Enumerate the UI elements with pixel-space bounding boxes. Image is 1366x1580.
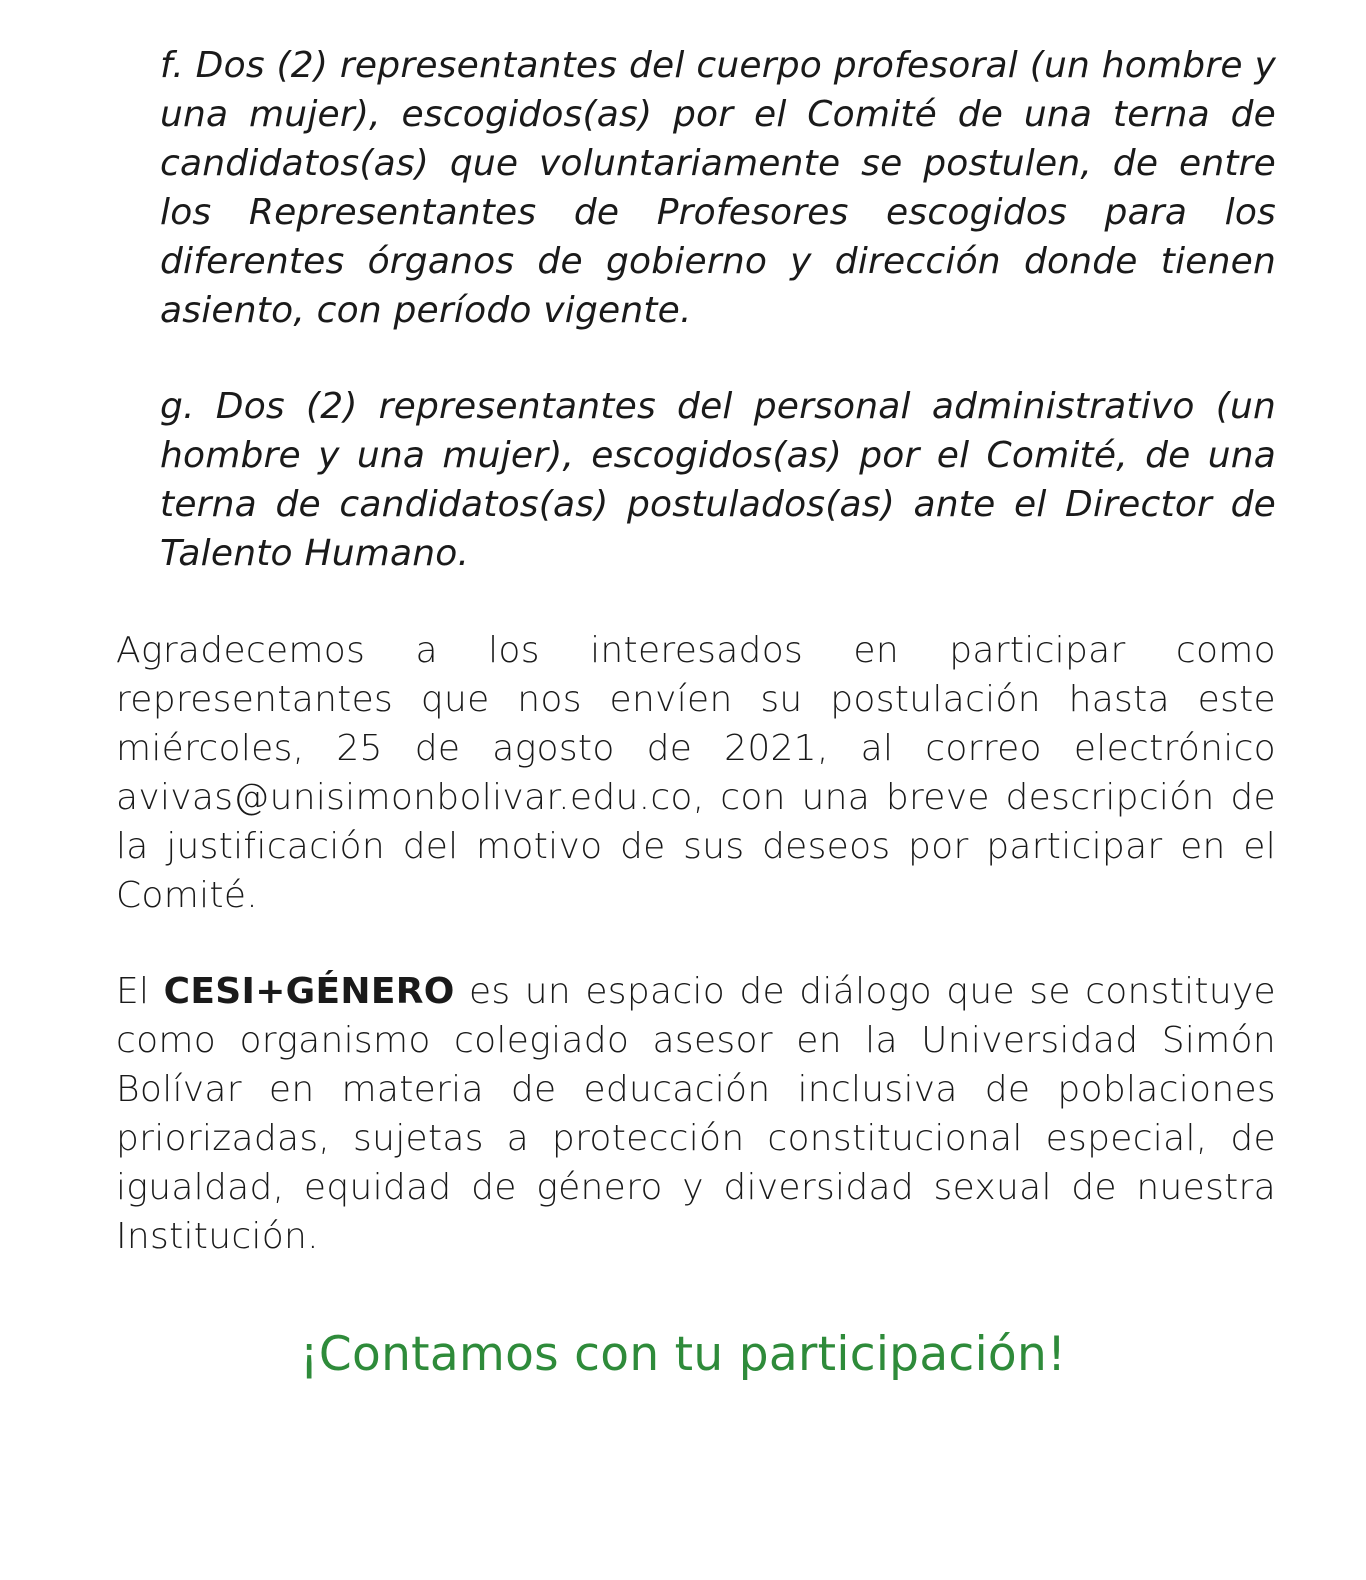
about-prefix: El [116, 971, 164, 1012]
list-item-g: g. Dos (2) representantes del personal administrativo (un hombre y una mujer), escogidos(as) por el Comité, de una terna de candidatos(as) postulados(as) ante el Director de Talento Humano. [160, 386, 1276, 574]
invitation-paragraph: Agradecemos a los interesados en participar como representantes que nos envíen su postulación hasta este miércoles, 25 de agosto de 2021, al correo electrónico avivas@unisimonbolivar.edu.co, con una breve descripción de la justificación del motivo de sus deseos por participar en el Comité. [116, 630, 1276, 916]
list-item-f: f. Dos (2) representantes del cuerpo profesoral (un hombre y una mujer), escogidos(as) por el Comité de una terna de candidatos(as) que voluntariamente se postulen, de entre los Representantes de Profesores escogidos para los diferentes órganos de gobierno y dirección donde tienen asiento, con período vigente. [160, 45, 1276, 331]
org-name: CESI+GÉNERO [163, 971, 455, 1012]
closing-message: ¡Contamos con tu participación! [299, 1327, 1067, 1382]
about-rest: es un espacio de diálogo que se constituye como organismo colegiado asesor en la Universidad Simón Bolívar en materia de educación inclusiva de poblaciones priorizadas, sujetas a protección constitucional especial, de igualdad, equidad de género y diversidad sexual de nuestra Institución. [116, 971, 1277, 1257]
about-paragraph [116, 967, 1276, 1261]
